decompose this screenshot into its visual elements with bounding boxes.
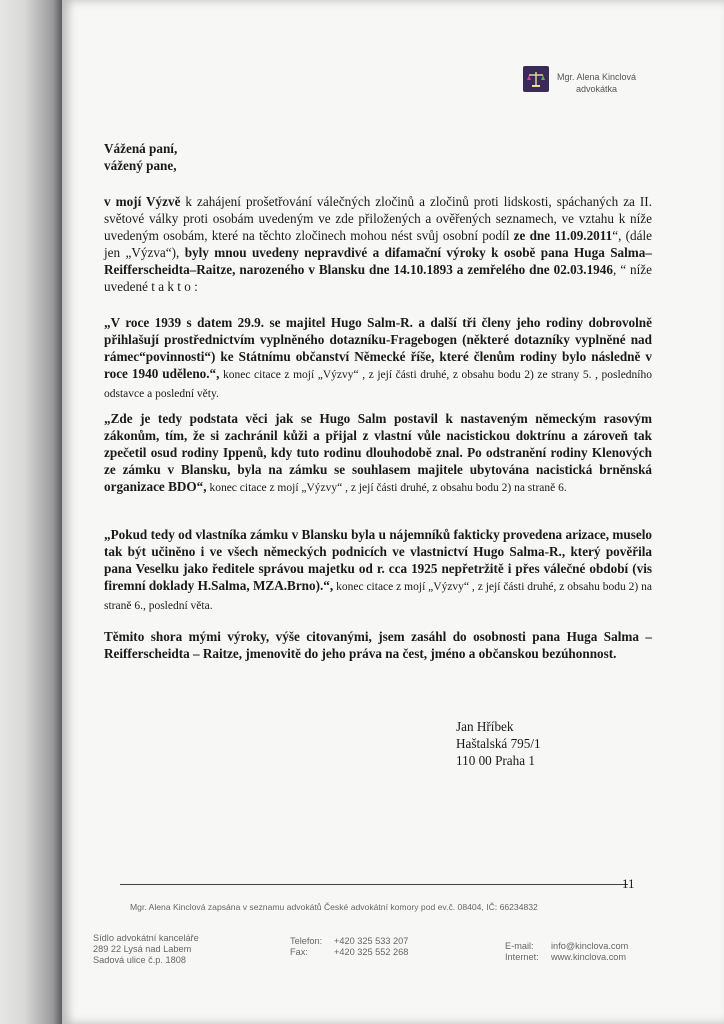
salutation-line: vážený pane, [104,158,177,173]
salutation [104,140,652,174]
website-link[interactable]: www.kinclova.com [551,952,627,962]
letterhead [557,71,636,95]
fax-number: +420 325 552 268 [334,947,409,957]
footer-phone-values [334,936,408,958]
binding-edge [0,0,62,1024]
signer-city: 110 00 Praha 1 [456,753,535,768]
footer-divider [120,884,628,885]
salutation-line: Vážená paní, [104,141,178,156]
footer-office: Sídlo advokátní kanceláře 289 22 Lysá nad Labem Sadová ulice č.p. 1808 [93,933,199,965]
footer-registry: Mgr. Alena Kinclová zapsána v seznamu advokátů České advokátní komory pod ev.č. 08404, IČ: 66234832 [130,902,538,912]
signature-block [456,718,541,769]
scales-of-justice-logo-icon [523,66,549,92]
signer-street: Haštalská 795/1 [456,736,541,751]
quote-paragraph-2: „Zde je tedy podstata věci jak se Hugo Salm postavil k nastaveným německým rasovým zákonům, tím, že si zachránil kůži a přijal z vlastní vůle nacistickou doktrínu a zároveň tak zpečetil osud rodiny Ippenů, kdy tuto rodinu dlouhodobě znal. Po odstranění rodiny Klenových ze zámku v Blansku, byla na zámku se souhlasem majitele ubytována nacistická brněnská organizace BDO“, konec citace z mojí „Výzvy“ , z její části druhé, z obsahu bodu 2) na straně 6. [104,411,652,494]
email-link[interactable]: info@kinclova.com [551,941,629,951]
footer-phone-labels: Telefon: Fax: [290,936,323,957]
signer-name: Jan Hříbek [456,719,514,734]
lawyer-name: Mgr. Alena Kinclová [557,72,637,82]
footer-contact-labels: E-mail: Internet: [505,941,539,962]
page-number: 11 [622,876,635,891]
phone-number: +420 325 533 207 [334,936,409,946]
intro-paragraph: v mojí Výzvě k zahájení prošetřování válečných zločinů a zločinů proti lidskosti, spáchaných za II. světové války proti osobám uvedeným ve zde přiložených a ověřených seznamech, ve vztahu k níže uvedeným osobám, které na těchto zločinech mohou nést svůj osobní podíl ze dne 11.09.2011“, (dále jen „Výzva“), byly mnou uvedeny nepravdivé a difamační výroky k osobě pana Huga Salma–Reifferscheidta–Raitze, narozeného v Blansku dne 14.10.1893 a zemřelého dne 02.03.1946, “ níže uvedené t a k t o : [104,194,652,294]
lawyer-role: advokátka [576,84,618,94]
closing-paragraph: Těmito shora mými výroky, výše citovanými, jsem zasáhl do osobnosti pana Huga Salma – Reifferscheidta – Raitze, jmenovitě do jeho práva na čest, jméno a občanskou bezúhonnost. [104,629,652,661]
footer-contact-values [551,941,628,963]
quote-paragraph-1: „V roce 1939 s datem 29.9. se majitel Hugo Salm-R. a další tři členy jeho rodiny dobrovolně přihlašují prostřednictvím vyplněného dotazníku-Fragebogen (některé dotazníky vyplněné nad rámec“povinnosti“) ke Státnímu občanství Německé říše, které členům rodiny bylo následně v roce 1940 uděleno.“, konec citace z mojí „Výzvy“ , z její části druhé, z obsahu bodu 2) ze strany 5. , posledního odstavce a poslední věty. [104,315,652,400]
quote-paragraph-3: „Pokud tedy od vlastníka zámku v Blansku byla u nájemníků fakticky provedena arizace, muselo tak být učiněno i ve všech německých podnicích ve vlastnictví Hugo Salma-R., který pověřila pana Veselku jako ředitele správou majetku od r. cca 1925 nepřetržitě i přes válečné období (vis firemní doklady H.Salma, MZA.Brno).“, konec citace z mojí „Výzvy“ , z její části druhé, z obsahu bodu 2) na straně 6., poslední věta. [104,527,652,612]
